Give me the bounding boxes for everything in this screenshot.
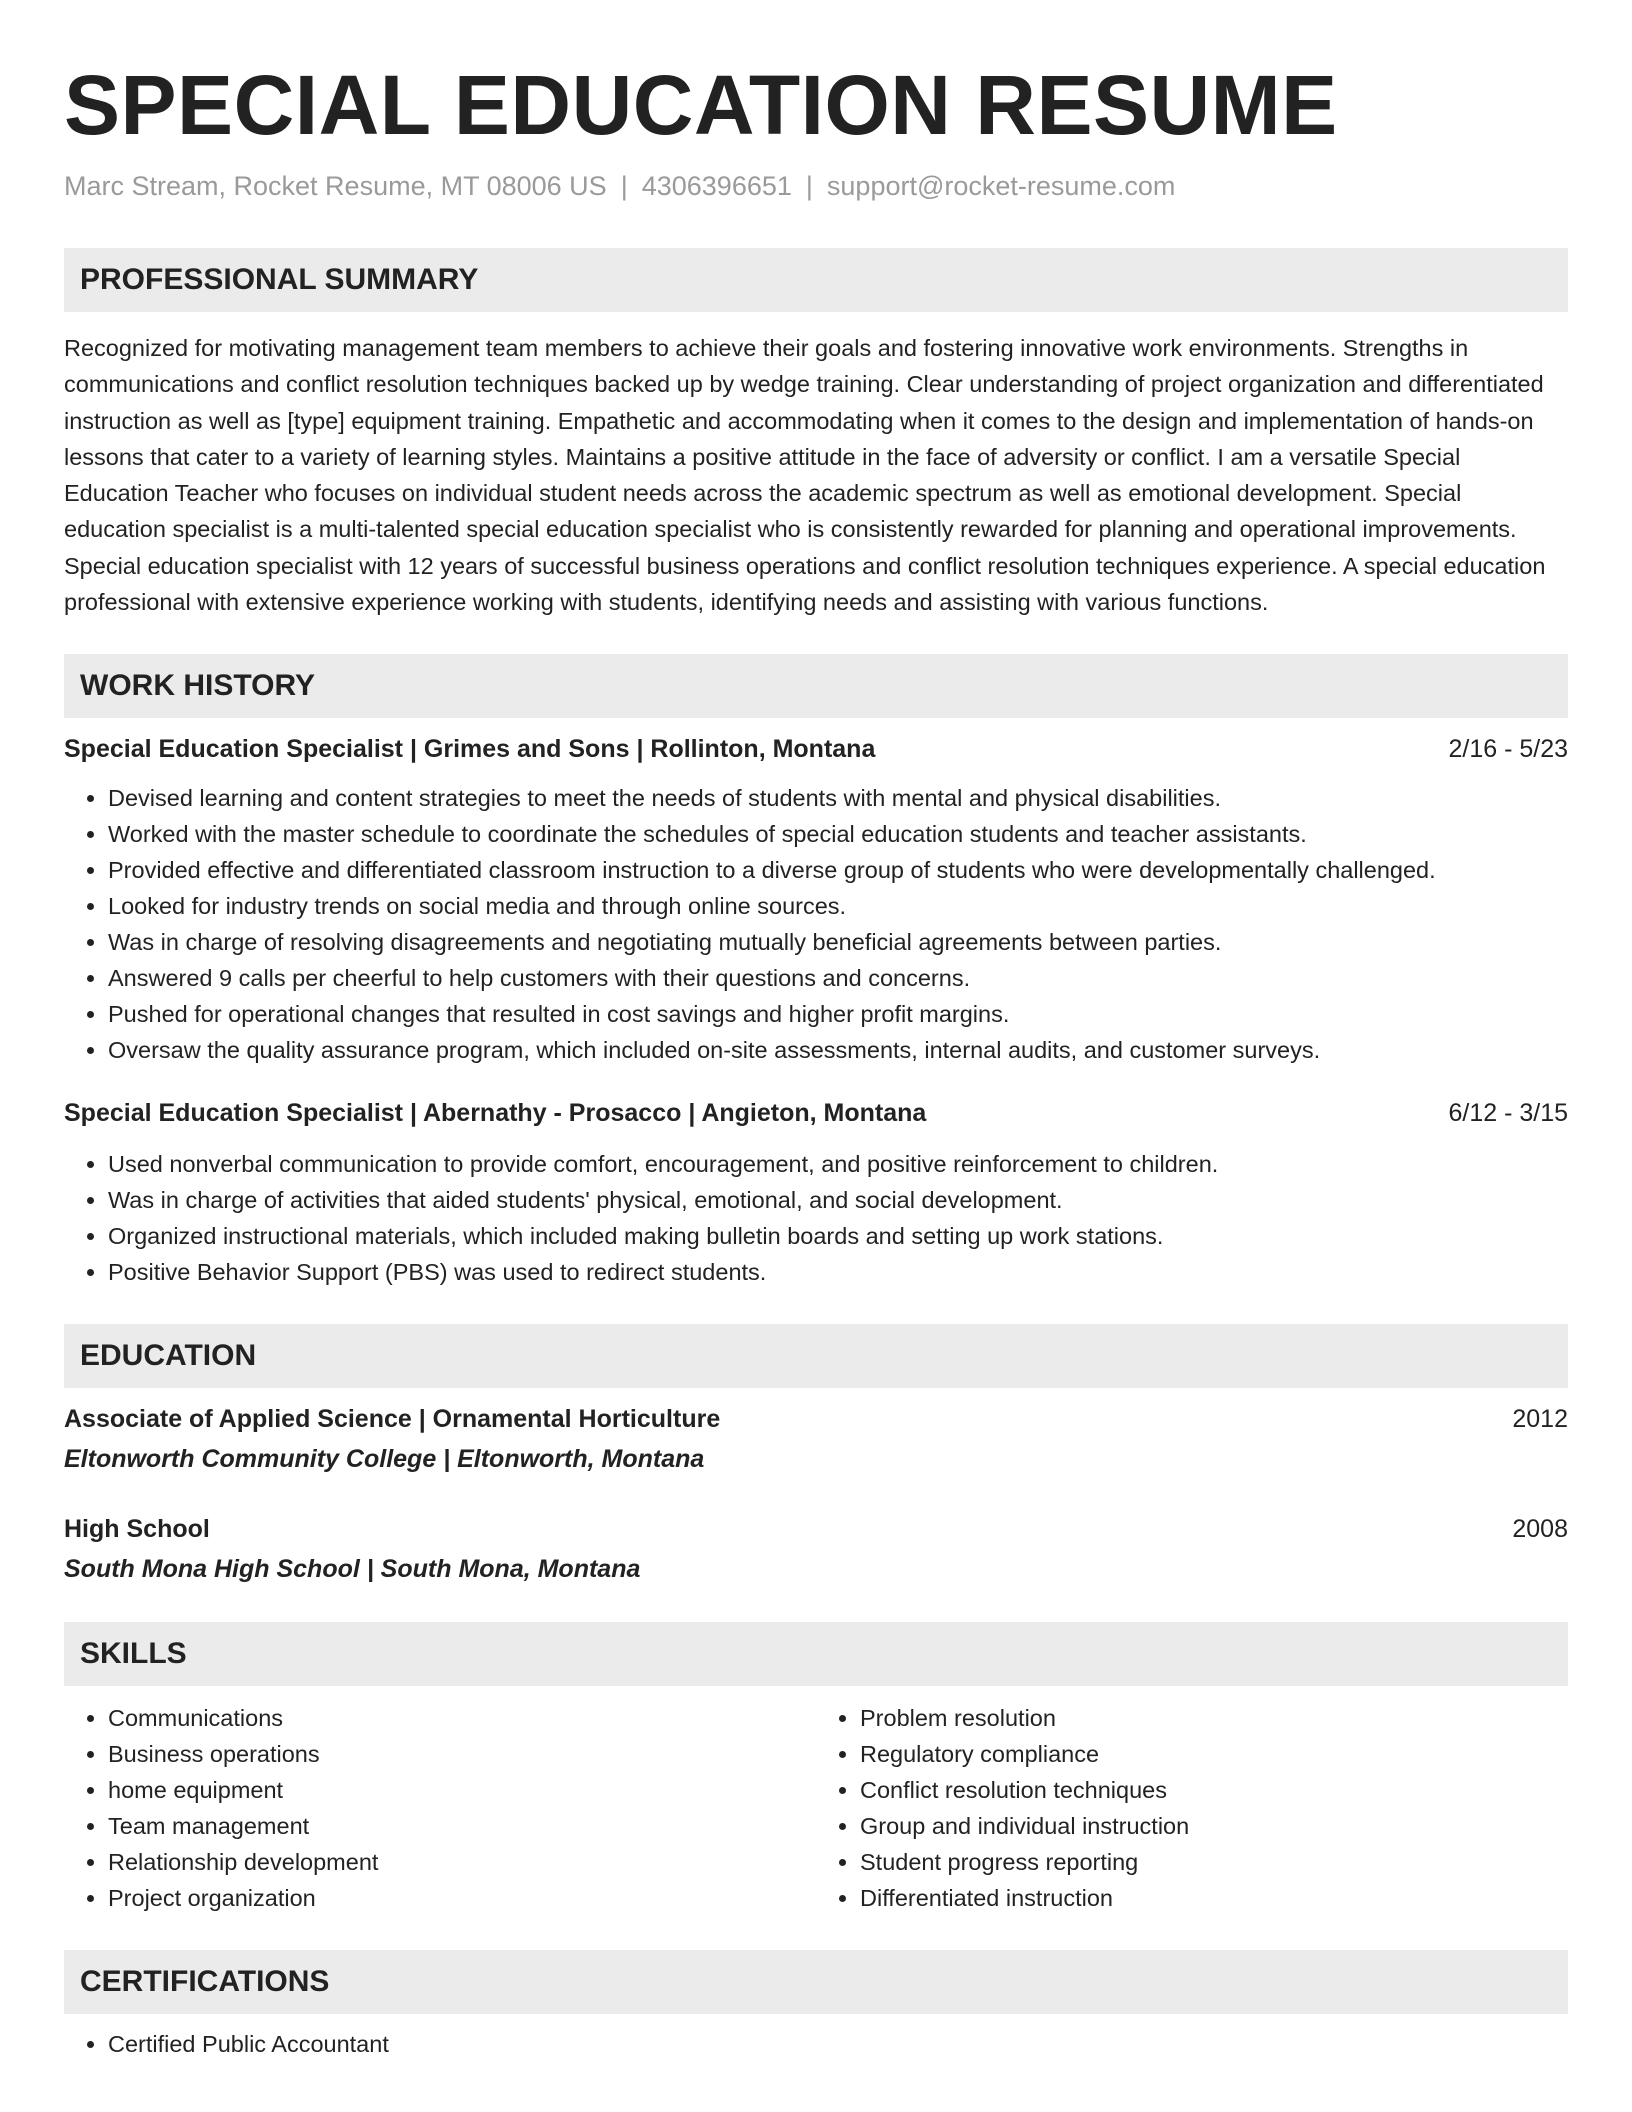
job-dates: 2/16 - 5/23: [1448, 735, 1568, 764]
education-heading: EDUCATION: [64, 1324, 1568, 1388]
summary-text: Recognized for motivating management team members to achieve their goals and fostering innovative work environments. Strengths in communications and conflict resolution techniques backed up by wedge training. Clear understanding of project organization and differentiated instruction as well as [type] equipment training. Empathetic and accommodating when it comes to the design and implementation of hands-on lessons that cater to a variety of learning styles. Maintains a positive attitude in the face of adversity or conflict. I am a versatile Special Education Teacher who focuses on individual student needs across the academic spectrum as well as emotional development. Special education specialist is a multi-talented special education specialist who is consistently rewarded for planning and operational improvements. Special education specialist with 12 years of successful business operations and conflict resolution techniques experience. A special education professional with extensive experience working with students, identifying needs and assisting with various functions.: [64, 335, 1546, 616]
job-bullet: • Worked with the master schedule to coordinate the schedules of special education students and teacher assistants.: [108, 816, 1568, 852]
job-bullet: • Positive Behavior Support (PBS) was used to redirect students.: [108, 1254, 1568, 1290]
education-section: [64, 1324, 1568, 1586]
skill-item: • Group and individual instruction: [860, 1808, 1568, 1844]
work-history-section: [64, 654, 1568, 1290]
skill-item: • Differentiated instruction: [860, 1880, 1568, 1916]
education-year: 2008: [1512, 1515, 1568, 1544]
skill-item: • Communications: [108, 1700, 816, 1736]
skills-grid: [64, 1700, 1568, 1916]
job-bullet: • Looked for industry trends on social media and through online sources.: [108, 888, 1568, 924]
certifications-list: [64, 2026, 1568, 2062]
summary-heading: PROFESSIONAL SUMMARY: [64, 248, 1568, 312]
resume-title: SPECIAL EDUCATION RESUME: [64, 58, 1338, 152]
job-entry: [64, 1096, 1568, 1290]
skill-item: • Regulatory compliance: [860, 1736, 1568, 1772]
education-school: South Mona High School | South Mona, Montana: [64, 1555, 641, 1584]
skill-item: • Team management: [108, 1808, 816, 1844]
contact-address: Marc Stream, Rocket Resume, MT 08006 US: [64, 171, 607, 201]
education-entry: [64, 1402, 1568, 1476]
certifications-heading: CERTIFICATIONS: [64, 1950, 1568, 2014]
skill-item: • Conflict resolution techniques: [860, 1772, 1568, 1808]
job-bullet: • Answered 9 calls per cheerful to help customers with their questions and concerns.: [108, 960, 1568, 996]
job-title: Special Education Specialist | Abernathy - Prosacco | Angieton, Montana: [64, 1099, 927, 1128]
skill-item: • Relationship development: [108, 1844, 816, 1880]
job-bullet: • Pushed for operational changes that resulted in cost savings and higher profit margins.: [108, 996, 1568, 1032]
certifications-section: [64, 1950, 1568, 2062]
job-bullet: • Devised learning and content strategies to meet the needs of students with mental and physical disabilities.: [108, 780, 1568, 816]
contact-phone: 4306396651: [641, 171, 792, 201]
education-entry: [64, 1512, 1568, 1586]
job-header: [64, 1096, 1568, 1130]
certification-item: • Certified Public Accountant: [108, 2026, 1568, 2062]
skills-section: [64, 1622, 1568, 1916]
job-bullets: [64, 1146, 1568, 1290]
education-header: [64, 1512, 1568, 1546]
contact-separator: |: [620, 171, 628, 201]
job-dates: 6/12 - 3/15: [1448, 1099, 1568, 1128]
education-school: Eltonworth Community College | Eltonworth, Montana: [64, 1445, 705, 1474]
work-history-heading: WORK HISTORY: [64, 654, 1568, 718]
job-bullets: [64, 780, 1568, 1068]
education-header: [64, 1402, 1568, 1436]
skill-item: • Student progress reporting: [860, 1844, 1568, 1880]
skills-column-left: [64, 1700, 816, 1916]
contact-email[interactable]: support@rocket-resume.com: [826, 171, 1176, 201]
skill-item: • Problem resolution: [860, 1700, 1568, 1736]
job-bullet: • Organized instructional materials, which included making bulletin boards and setting up work stations.: [108, 1218, 1568, 1254]
job-bullet: • Was in charge of resolving disagreements and negotiating mutually beneficial agreements between parties.: [108, 924, 1568, 960]
skill-item: • Project organization: [108, 1880, 816, 1916]
skills-heading: SKILLS: [64, 1622, 1568, 1686]
skill-item: • Business operations: [108, 1736, 816, 1772]
education-degree: High School: [64, 1515, 210, 1544]
job-bullet: • Was in charge of activities that aided students' physical, emotional, and social development.: [108, 1182, 1568, 1218]
job-entry: [64, 732, 1568, 1068]
education-degree: Associate of Applied Science | Ornamental Horticulture: [64, 1405, 721, 1434]
summary-section: [64, 248, 1568, 620]
job-bullet: • Used nonverbal communication to provide comfort, encouragement, and positive reinforcement to children.: [108, 1146, 1568, 1182]
skills-column-right: [816, 1700, 1568, 1916]
job-bullet: • Provided effective and differentiated classroom instruction to a diverse group of students who were developmentally challenged.: [108, 852, 1568, 888]
job-header: [64, 732, 1568, 766]
job-title: Special Education Specialist | Grimes and Sons | Rollinton, Montana: [64, 735, 876, 764]
contact-separator: |: [805, 171, 813, 201]
job-bullet: • Oversaw the quality assurance program, which included on-site assessments, internal audits, and customer surveys.: [108, 1032, 1568, 1068]
education-year: 2012: [1512, 1405, 1568, 1434]
contact-line: [64, 168, 1568, 204]
skill-item: • home equipment: [108, 1772, 816, 1808]
